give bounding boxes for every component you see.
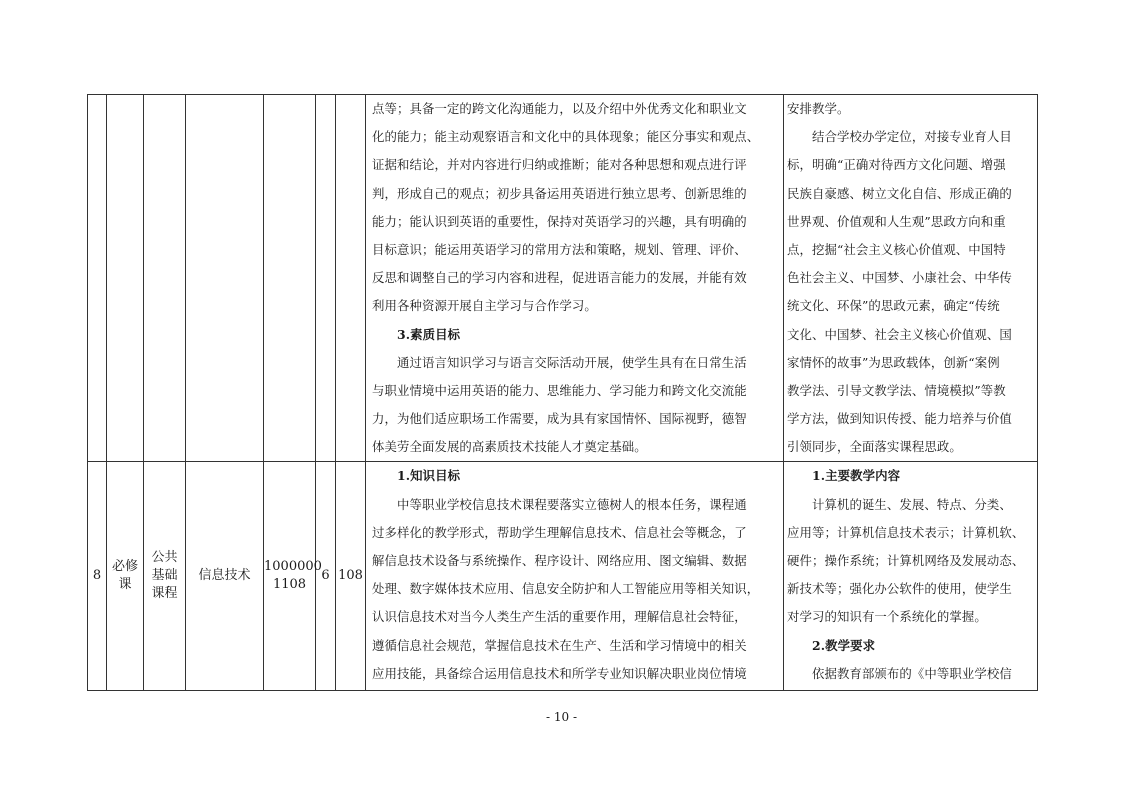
course-type-line-2: 课: [118, 577, 132, 593]
section-heading: 1.主要教学内容: [787, 468, 901, 484]
text-line: 安排教学。: [787, 101, 850, 116]
text-line: 色社会主义、中国梦、小康社会、中华传: [787, 270, 1012, 286]
text-line: 新技术等；强化办公软件的使用，使学生: [787, 581, 1012, 597]
table-row-course-8: [88, 462, 1038, 691]
cell-type: [107, 462, 144, 691]
text-line: 家情怀的故事”为思政载体，创新“案例: [787, 354, 1000, 370]
course-code-line-1: 1000000: [264, 559, 322, 575]
page-number: - 10 -: [545, 710, 577, 724]
text-line: 能力；能认识到英语的重要性，保持对英语学习的兴趣，具有明确的: [372, 213, 747, 229]
text-line: 中等职业学校信息技术课程要落实立德树人的根本任务，课程通: [372, 496, 747, 512]
course-hours: 108: [338, 568, 363, 584]
course-category-line-3: 课程: [151, 586, 178, 602]
text-line: 学方法，做到知识传授、能力培养与价值: [787, 411, 1012, 427]
text-line: 通过语言知识学习与语言交际活动开展，使学生具有在日常生活: [372, 354, 747, 370]
section-heading: 2.教学要求: [787, 637, 876, 653]
course-number: 8: [92, 568, 102, 584]
text-line: 对学习的知识有一个系统化的掌握。: [787, 609, 987, 625]
curriculum-table: [87, 94, 1038, 691]
cell-number: [88, 95, 107, 462]
cell-hours: [336, 462, 366, 691]
text-line: 化的能力；能主动观察语言和文化中的具体现象；能区分事实和观点、: [372, 129, 760, 145]
text-line: 应用技能，具备综合运用信息技术和所学专业知识解决职业岗位情境: [372, 665, 747, 681]
text-line: 计算机的诞生、发展、特点、分类、: [787, 496, 1012, 512]
cell-course-objectives: [366, 462, 784, 691]
text-line: 反思和调整自己的学习内容和进程，促进语言能力的发展，并能有效: [372, 270, 747, 286]
text-line: 文化、中国梦、社会主义核心价值观、国: [787, 326, 1012, 342]
text-line: 世界观、价值观和人生观”思政方向和重: [787, 213, 1006, 229]
table-row-continuation: [88, 95, 1038, 462]
text-line: 点，挖掘“社会主义核心价值观、中国特: [787, 241, 1006, 257]
objectives-text: [366, 95, 783, 461]
cell-course-objectives: [366, 95, 784, 462]
cell-teaching-content: [784, 95, 1038, 462]
text-line: 解信息技术设备与系统操作、程序设计、网络应用、图文编辑、数据: [372, 553, 747, 568]
cell-course-code: [264, 95, 316, 462]
text-line: 体美劳全面发展的高素质技术技能人才奠定基础。: [372, 439, 647, 455]
text-line: 力，为他们适应职场工作需要，成为具有家国情怀、国际视野，德智: [372, 411, 747, 427]
cell-category: [144, 462, 186, 691]
course-category-line-1: 公共: [151, 550, 178, 566]
cell-course-name: [186, 95, 264, 462]
text-line: 硬件；操作系统；计算机网络及发展动态、: [787, 553, 1025, 568]
text-line: 应用等；计算机信息技术表示；计算机软、: [787, 524, 1025, 540]
text-line: 引领同步，全面落实课程思政。: [787, 439, 962, 455]
course-credits: 6: [321, 568, 330, 584]
text-line: 过多样化的教学形式，帮助学生理解信息技术、信息社会等概念，了: [372, 524, 747, 540]
cell-teaching-content: [784, 462, 1038, 691]
text-line: 结合学校办学定位，对接专业育人目: [787, 129, 1012, 145]
text-line: 处理、数字媒体技术应用、信息安全防护和人工智能应用等相关知识，: [372, 581, 760, 597]
text-line: 判，形成自己的观点；初步具备运用英语进行独立思考、创新思维的: [372, 185, 747, 201]
text-line: 利用各种资源开展自主学习与合作学习。: [372, 298, 597, 314]
text-line: 认识信息技术对当今人类生产生活的重要作用，理解信息社会特征，: [372, 609, 747, 625]
text-line: 民族自豪感、树立文化自信、形成正确的: [787, 185, 1012, 201]
cell-hours: [336, 95, 366, 462]
text-line: 与职业情境中运用英语的能力、思维能力、学习能力和跨文化交流能: [372, 382, 747, 398]
cell-number: [88, 462, 107, 691]
objectives-text: [366, 462, 783, 688]
text-line: 证据和结论，并对内容进行归纳或推断；能对各种思想和观点进行评: [372, 157, 747, 173]
text-line: 教学法、引导文教学法、情境模拟”等教: [787, 382, 1006, 398]
text-line: 遵循信息社会规范，掌握信息技术在生产、生活和学习情境中的相关: [372, 637, 747, 653]
course-code-line-2: 1108: [272, 577, 307, 593]
text-line: 点等；具备一定的跨文化沟通能力，以及介绍中外优秀文化和职业文: [372, 101, 747, 116]
cell-credits: [316, 95, 336, 462]
cell-course-name: [186, 462, 264, 691]
text-line: 依据教育部颁布的《中等职业学校信: [787, 665, 1012, 681]
teaching-content-text: [784, 462, 1037, 688]
course-category-line-2: 基础: [151, 568, 178, 584]
cell-type: [107, 95, 144, 462]
text-line: 标，明确“正确对待西方文化问题、增强: [787, 157, 1006, 173]
teaching-content-text: [784, 95, 1037, 461]
cell-category: [144, 95, 186, 462]
cell-course-code: [264, 462, 322, 691]
section-heading: 3.素质目标: [372, 326, 461, 342]
text-line: 目标意识；能运用英语学习的常用方法和策略，规划、管理、评价、: [372, 241, 747, 257]
cell-credits: [316, 462, 336, 691]
text-line: 统文化、环保”的思政元素，确定“传统: [787, 298, 1000, 314]
course-type-line-1: 必修: [111, 559, 138, 575]
section-heading: 1.知识目标: [372, 468, 461, 484]
course-name: 信息技术: [198, 568, 251, 584]
